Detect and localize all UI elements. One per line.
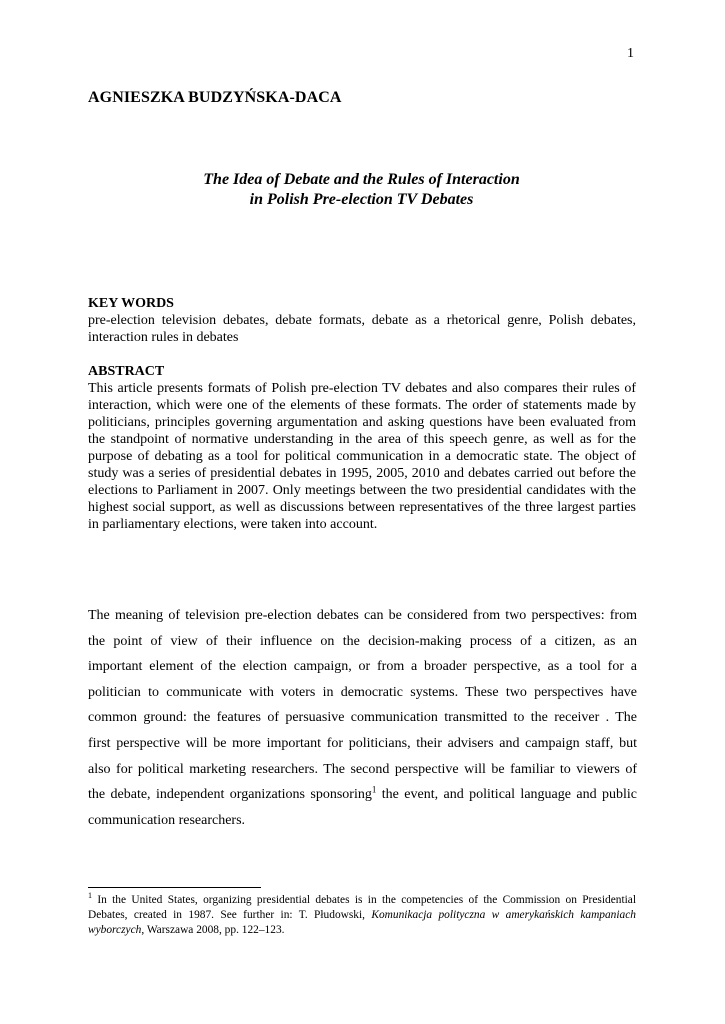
body-line-8-end: the event, and political language and public: [376, 787, 638, 803]
footnote-text-1: In the United States, organizing presidential debates is in the competencies of the Commission on Presidential: [92, 894, 636, 906]
keywords-heading: KEY WORDS: [88, 296, 174, 311]
footnote-marker: 1: [88, 891, 92, 901]
body-line-8-start: the debate, independent organizations sponsoring: [88, 787, 372, 803]
footnote-separator: [88, 887, 261, 888]
title-line-2: in Polish Pre-election TV Debates: [249, 191, 474, 208]
footnote-text-2: Debates, created in 1987. See further in: T. Płudowski,: [88, 909, 372, 921]
abstract-text: This article presents formats of Polish pre-election TV debates and also compares their rules of interaction, which were one of the elements of these formats. The order of statements made by politicians, principles governing argumentation and asking questions have been evaluated from the standpoint of normative understanding in the area of this speech genre, as well as for the purpose of debating as a tool for political communication in a democratic state. The object of study was a series of presidential debates in 1995, 2005, 2010 and debates carried out before the elections to Parliament in 2007. Only meetings between the two presidential candidates with the highest social support, as well as discussions between representatives of the three largest parties in parliamentary elections, were taken into account.: [88, 381, 636, 532]
body-line: The meaning of television pre-election debates can be considered from two perspectives: from: [88, 608, 637, 623]
body-line: important element of the election campaign, or from a broader perspective, as a tool for a: [88, 659, 637, 675]
keywords-section: [88, 295, 636, 346]
footnote-line-3: [88, 923, 636, 938]
article-title: [88, 170, 635, 210]
abstract-heading: ABSTRACT: [88, 364, 165, 379]
footnote-reference[interactable]: 1: [371, 784, 377, 795]
body-line: the point of view of their influence on the decision-making process of a citizen, as an: [88, 633, 637, 649]
body-paragraph: [88, 603, 637, 833]
footnote: [88, 893, 636, 938]
body-line: first perspective will be more important for politicians, their advisers and campaign staff, but: [88, 735, 637, 751]
body-line-last: communication researchers.: [88, 812, 246, 828]
body-line: also for political marketing researchers. The second perspective will be familiar to viewers of: [88, 761, 637, 777]
keywords-text: pre-election television debates, debate formats, debate as a rhetorical genre, Polish debates, interaction rules in debates: [88, 313, 636, 345]
abstract-section: [88, 363, 636, 533]
author-name: AGNIESZKA BUDZYŃSKA-DACA: [88, 89, 342, 106]
footnote-book-title: Komunikacja polityczna w amerykańskich kampaniach: [371, 909, 636, 921]
footnote-text-3: , Warszawa 2008, pp. 122–123.: [141, 924, 285, 936]
footnote-line-2: [88, 908, 636, 923]
page-number: 1: [627, 46, 634, 61]
body-line: common ground: the features of persuasive communication transmitted to the receiver . The: [88, 710, 637, 726]
body-line: politician to communicate with voters in democratic systems. These two perspectives have: [88, 684, 637, 700]
footnote-line-1: [88, 893, 636, 908]
body-line-with-footnote: [88, 782, 637, 808]
title-line-1: The Idea of Debate and the Rules of Interaction: [203, 171, 520, 188]
footnote-book-title-end: wyborczych: [88, 924, 142, 936]
